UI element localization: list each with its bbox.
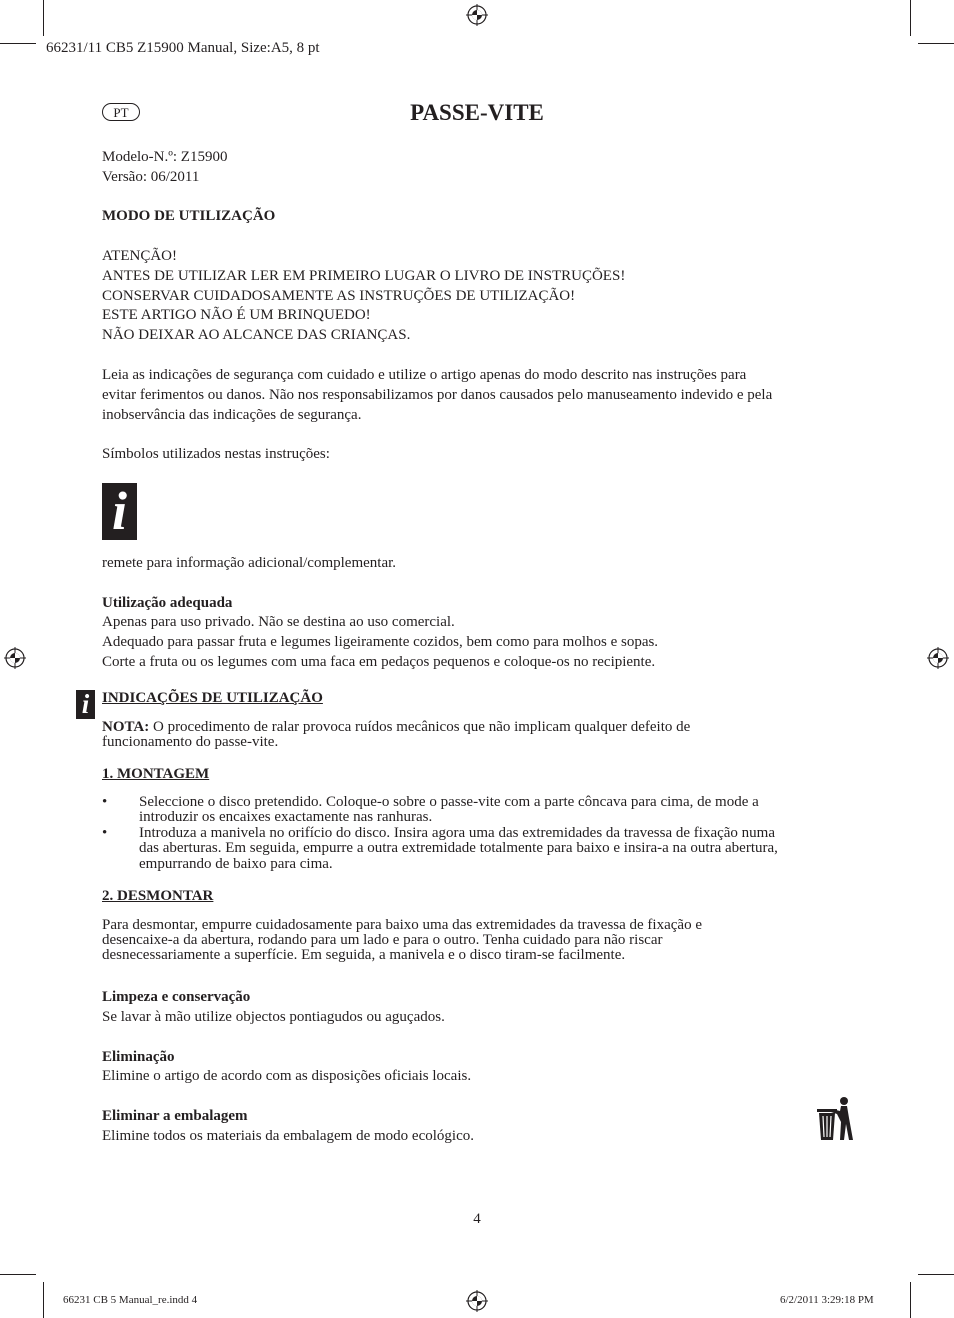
assembly-item-1: Seleccione o disco pretendido. Coloque-o sobre o passe-vite com a parte côncava para cima, de mode a [139,794,759,810]
disassembly-heading: 2. DESMONTAR [102,888,214,904]
slug-bottom-left: 66231 CB 5 Manual_re.indd 4 [63,1294,198,1306]
page-number: 4 [473,1211,481,1227]
trash-bin-person-icon [816,1096,854,1142]
info-caption: remete para informação adicional/complementar. [102,555,397,571]
safety-text: evitar ferimentos ou danos. Não nos responsabilizamos por danos causados pelo manuseamento indevido e pela [102,387,773,403]
info-icon: i [102,483,137,540]
assembly-item-2: Introduza a manivela no orifício do disco. Insira agora uma das extremidades da travessa de fixação numa [139,825,776,841]
cleaning-heading: Limpeza e conservação [102,989,251,1005]
crop-mark [43,1282,44,1318]
slug-top: 66231/11 CB5 Z15900 Manual, Size:A5, 8 pt [46,40,320,56]
registration-mark-icon [466,1290,488,1312]
assembly-item-2: empurrando de baixo para cima. [139,856,333,872]
symbols-intro: Símbolos utilizados nestas instruções: [102,446,330,462]
crop-mark [0,43,36,44]
proper-use-text: Apenas para uso privado. Não se destina ao uso comercial. [102,614,455,630]
crop-mark [910,1282,911,1318]
bullet: • [102,794,108,810]
assembly-item-2: das aberturas. Em seguida, empurre a outra extremidade totalmente para baixo e insira-a na outra abertura, [139,840,778,856]
disassembly-text: Para desmontar, empurre cuidadosamente para baixo uma das extremidades da travessa de fixação e [102,917,702,933]
crop-mark [910,0,911,36]
registration-mark-icon [466,4,488,26]
note-text [102,719,690,735]
instructions-heading: INDICAÇÕES DE UTILIZAÇÃO [102,690,323,706]
bullet: • [102,825,108,841]
cleaning-text: Se lavar à mão utilize objectos pontiagudos ou aguçados. [102,1009,445,1025]
registration-mark-icon [4,647,26,669]
note-label: NOTA: [102,719,150,735]
warning-line: ESTE ARTIGO NÃO É UM BRINQUEDO! [102,307,371,323]
crop-mark [918,1274,954,1275]
registration-mark-icon [927,647,949,669]
assembly-heading: 1. MONTAGEM [102,766,210,782]
packaging-heading: Eliminar a embalagem [102,1108,248,1124]
crop-mark [0,1274,36,1275]
note-text-1: O procedimento de ralar provoca ruídos mecânicos que não implicam qualquer defeito de [149,719,691,735]
disassembly-text: desencaixe-a da abertura, rodando para um lado e para o outro. Tenha cuidado para não riscar [102,932,663,948]
warning-line: NÃO DEIXAR AO ALCANCE DAS CRIANÇAS. [102,327,411,343]
crop-mark [918,43,954,44]
language-badge: PT [102,103,140,121]
page-title: PASSE-VITE [410,100,544,125]
model-number: Modelo-N.º: Z15900 [102,149,228,165]
disposal-text: Elimine o artigo de acordo com as disposições oficiais locais. [102,1068,472,1084]
warning-line: ANTES DE UTILIZAR LER EM PRIMEIRO LUGAR O LIVRO DE INSTRUÇÕES! [102,268,626,284]
info-icon: i [76,690,95,719]
safety-text: Leia as indicações de segurança com cuidado e utilize o artigo apenas do modo descrito nas instruções para [102,367,747,383]
warning-line: CONSERVAR CUIDADOSAMENTE AS INSTRUÇÕES DE UTILIZAÇÃO! [102,288,576,304]
version: Versão: 06/2011 [102,169,200,185]
usage-heading: MODO DE UTILIZAÇÃO [102,208,276,224]
assembly-item-1: introduzir os encaixes exactamente nas ranhuras. [139,809,433,825]
safety-text: inobservância das indicações de segurança. [102,407,362,423]
crop-mark [43,0,44,36]
warning-line: ATENÇÃO! [102,248,177,264]
disposal-heading: Eliminação [102,1049,175,1065]
packaging-text: Elimine todos os materiais da embalagem de modo ecológico. [102,1128,474,1144]
proper-use-heading: Utilização adequada [102,595,233,611]
note-text: funcionamento do passe-vite. [102,734,279,750]
slug-bottom-right: 6/2/2011 3:29:18 PM [780,1294,874,1306]
proper-use-text: Corte a fruta ou os legumes com uma faca em pedaços pequenos e coloque-os no recipiente. [102,654,656,670]
disassembly-text: desnecessariamente a superfície. Em seguida, a manivela e o disco tiram-se facilmente. [102,947,626,963]
proper-use-text: Adequado para passar fruta e legumes ligeiramente cozidos, bem como para molhos e sopas. [102,634,659,650]
